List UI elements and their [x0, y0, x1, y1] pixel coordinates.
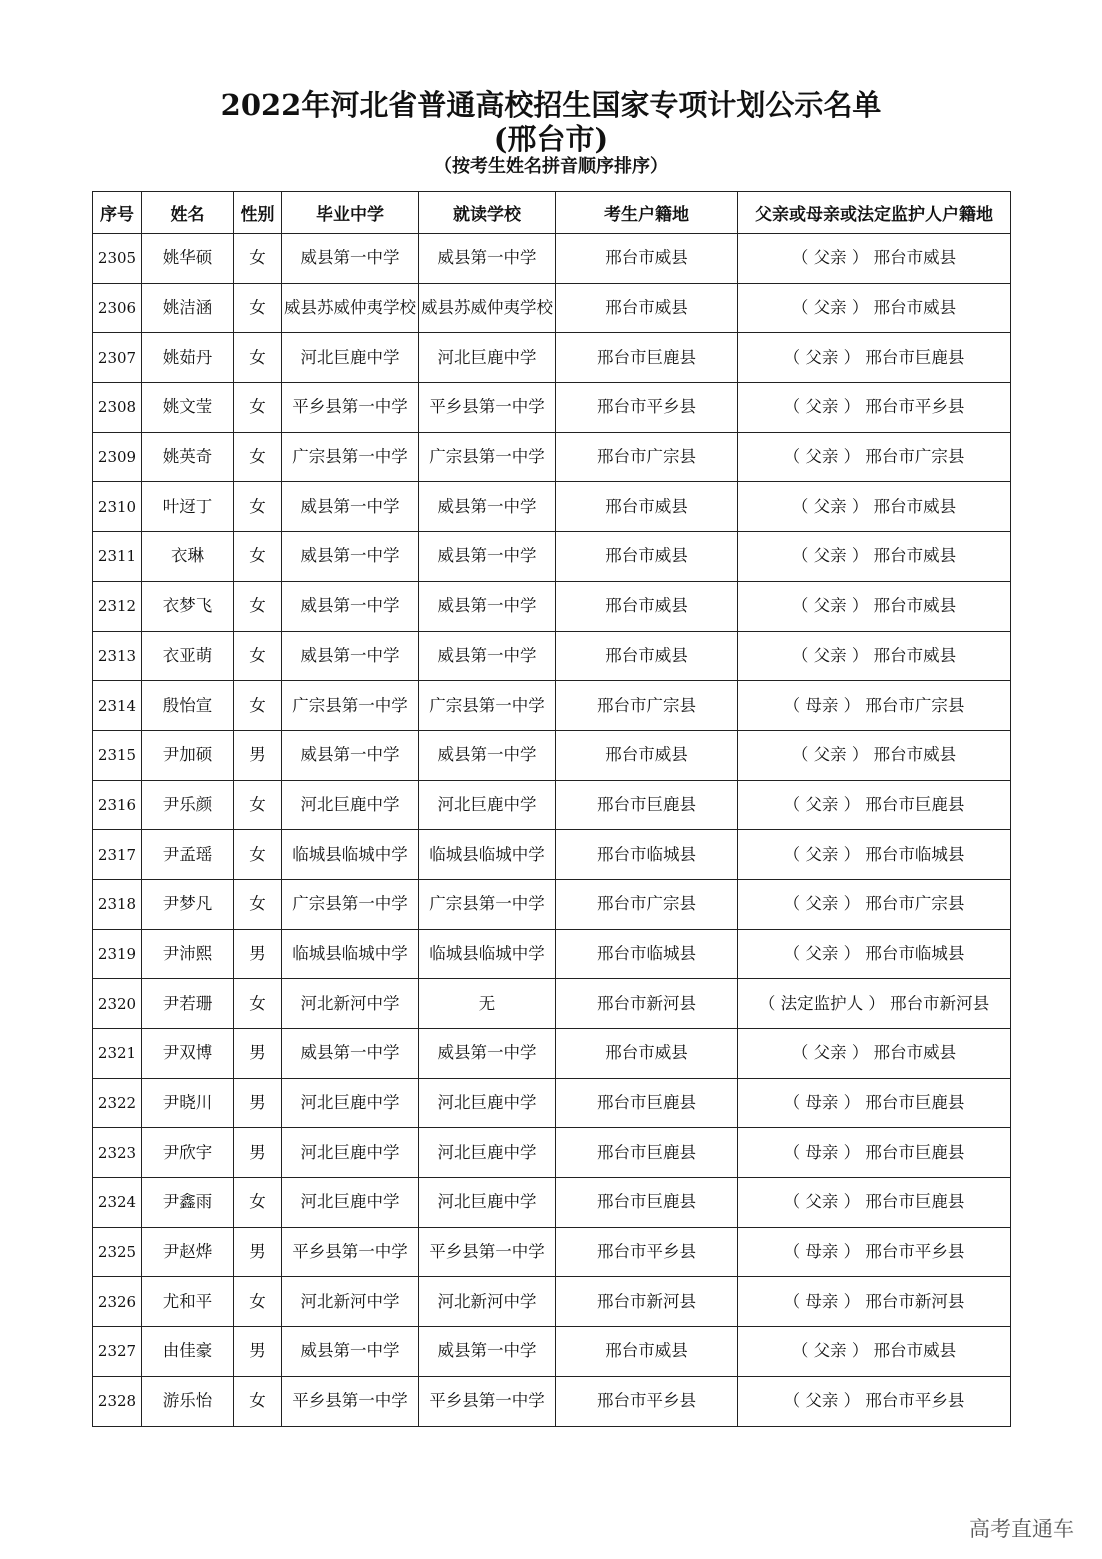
- table-row: [93, 581, 1011, 631]
- cell-grad-school: 威县第一中学: [282, 482, 419, 532]
- cell-seq: 2325: [93, 1227, 142, 1277]
- cell-grad-school: 威县第一中学: [282, 581, 419, 631]
- cell-student-hukou: 邢台市临城县: [556, 830, 738, 880]
- cell-gender: 女: [234, 432, 282, 482]
- cell-name: 衣亚萌: [142, 631, 234, 681]
- cell-student-hukou: 邢台市广宗县: [556, 681, 738, 731]
- table-row: [93, 234, 1011, 284]
- table-row: [93, 333, 1011, 383]
- cell-current-school: 威县第一中学: [419, 532, 556, 582]
- table-row: [93, 532, 1011, 582]
- cell-student-hukou: 邢台市广宗县: [556, 879, 738, 929]
- cell-current-school: 威县第一中学: [419, 730, 556, 780]
- cell-name: 尹沛熙: [142, 929, 234, 979]
- cell-seq: 2328: [93, 1376, 142, 1426]
- cell-guardian-hukou: （ 父亲 ） 邢台市威县: [738, 631, 1011, 681]
- cell-guardian-hukou: （ 父亲 ） 邢台市威县: [738, 581, 1011, 631]
- cell-current-school: 广宗县第一中学: [419, 681, 556, 731]
- cell-guardian-hukou: （ 父亲 ） 邢台市威县: [738, 1327, 1011, 1377]
- col-header-guardian-hukou: 父亲或母亲或法定监护人户籍地: [738, 192, 1011, 234]
- table-row: [93, 1376, 1011, 1426]
- cell-name: 尹欣宇: [142, 1128, 234, 1178]
- cell-seq: 2327: [93, 1327, 142, 1377]
- cell-guardian-hukou: （ 父亲 ） 邢台市巨鹿县: [738, 333, 1011, 383]
- cell-grad-school: 平乡县第一中学: [282, 383, 419, 433]
- cell-guardian-hukou: （ 父亲 ） 邢台市平乡县: [738, 1376, 1011, 1426]
- table-row: [93, 1327, 1011, 1377]
- cell-current-school: 无: [419, 979, 556, 1029]
- cell-current-school: 威县第一中学: [419, 1029, 556, 1079]
- table-row: [93, 631, 1011, 681]
- cell-seq: 2321: [93, 1029, 142, 1079]
- cell-name: 尹赵烨: [142, 1227, 234, 1277]
- cell-grad-school: 广宗县第一中学: [282, 432, 419, 482]
- cell-gender: 女: [234, 234, 282, 284]
- cell-name: 姚茹丹: [142, 333, 234, 383]
- cell-grad-school: 广宗县第一中学: [282, 879, 419, 929]
- cell-gender: 女: [234, 532, 282, 582]
- cell-student-hukou: 邢台市威县: [556, 1327, 738, 1377]
- cell-grad-school: 河北巨鹿中学: [282, 780, 419, 830]
- table-row: [93, 681, 1011, 731]
- cell-current-school: 临城县临城中学: [419, 830, 556, 880]
- table-row: [93, 780, 1011, 830]
- cell-seq: 2307: [93, 333, 142, 383]
- cell-current-school: 威县第一中学: [419, 1327, 556, 1377]
- table-row: [93, 383, 1011, 433]
- table-row: [93, 432, 1011, 482]
- cell-current-school: 河北巨鹿中学: [419, 1128, 556, 1178]
- table-row: [93, 979, 1011, 1029]
- cell-name: 姚文莹: [142, 383, 234, 433]
- cell-name: 衣梦飞: [142, 581, 234, 631]
- page-title: 2022年河北省普通高校招生国家专项计划公示名单: [220, 88, 882, 122]
- cell-guardian-hukou: （ 父亲 ） 邢台市威县: [738, 532, 1011, 582]
- cell-gender: 女: [234, 283, 282, 333]
- cell-guardian-hukou: （ 父亲 ） 邢台市威县: [738, 234, 1011, 284]
- cell-current-school: 平乡县第一中学: [419, 1376, 556, 1426]
- cell-gender: 女: [234, 1178, 282, 1228]
- cell-current-school: 广宗县第一中学: [419, 879, 556, 929]
- cell-student-hukou: 邢台市平乡县: [556, 1227, 738, 1277]
- cell-name: 尤和平: [142, 1277, 234, 1327]
- cell-name: 由佳豪: [142, 1327, 234, 1377]
- cell-seq: 2308: [93, 383, 142, 433]
- cell-student-hukou: 邢台市威县: [556, 234, 738, 284]
- cell-name: 尹鑫雨: [142, 1178, 234, 1228]
- cell-seq: 2322: [93, 1078, 142, 1128]
- cell-guardian-hukou: （ 母亲 ） 邢台市新河县: [738, 1277, 1011, 1327]
- cell-current-school: 河北巨鹿中学: [419, 780, 556, 830]
- roster-table: [92, 191, 1011, 1427]
- cell-name: 尹加硕: [142, 730, 234, 780]
- cell-student-hukou: 邢台市威县: [556, 532, 738, 582]
- cell-seq: 2323: [93, 1128, 142, 1178]
- cell-gender: 女: [234, 979, 282, 1029]
- table-row: [93, 730, 1011, 780]
- table-row: [93, 1277, 1011, 1327]
- cell-gender: 女: [234, 333, 282, 383]
- cell-gender: 男: [234, 1078, 282, 1128]
- cell-gender: 女: [234, 383, 282, 433]
- cell-student-hukou: 邢台市广宗县: [556, 432, 738, 482]
- cell-guardian-hukou: （ 母亲 ） 邢台市巨鹿县: [738, 1128, 1011, 1178]
- cell-name: 尹梦凡: [142, 879, 234, 929]
- cell-grad-school: 威县第一中学: [282, 1327, 419, 1377]
- cell-grad-school: 临城县临城中学: [282, 830, 419, 880]
- cell-seq: 2320: [93, 979, 142, 1029]
- cell-grad-school: 河北巨鹿中学: [282, 333, 419, 383]
- cell-gender: 男: [234, 730, 282, 780]
- table-row: [93, 1078, 1011, 1128]
- cell-current-school: 临城县临城中学: [419, 929, 556, 979]
- cell-student-hukou: 邢台市威县: [556, 1029, 738, 1079]
- cell-name: 游乐怡: [142, 1376, 234, 1426]
- cell-name: 叶迓丁: [142, 482, 234, 532]
- cell-current-school: 威县第一中学: [419, 234, 556, 284]
- cell-guardian-hukou: （ 父亲 ） 邢台市威县: [738, 730, 1011, 780]
- cell-grad-school: 临城县临城中学: [282, 929, 419, 979]
- cell-seq: 2324: [93, 1178, 142, 1228]
- cell-gender: 女: [234, 879, 282, 929]
- cell-grad-school: 广宗县第一中学: [282, 681, 419, 731]
- cell-seq: 2316: [93, 780, 142, 830]
- cell-student-hukou: 邢台市平乡县: [556, 1376, 738, 1426]
- cell-current-school: 河北巨鹿中学: [419, 333, 556, 383]
- cell-guardian-hukou: （ 父亲 ） 邢台市广宗县: [738, 879, 1011, 929]
- cell-seq: 2317: [93, 830, 142, 880]
- cell-gender: 男: [234, 929, 282, 979]
- cell-name: 尹孟瑶: [142, 830, 234, 880]
- cell-student-hukou: 邢台市威县: [556, 581, 738, 631]
- cell-current-school: 威县第一中学: [419, 581, 556, 631]
- cell-name: 殷怡宣: [142, 681, 234, 731]
- cell-grad-school: 威县第一中学: [282, 631, 419, 681]
- cell-name: 尹若珊: [142, 979, 234, 1029]
- cell-seq: 2312: [93, 581, 142, 631]
- cell-guardian-hukou: （ 父亲 ） 邢台市威县: [738, 1029, 1011, 1079]
- watermark-text: 高考直通车: [969, 1517, 1074, 1541]
- cell-student-hukou: 邢台市威县: [556, 631, 738, 681]
- cell-guardian-hukou: （ 父亲 ） 邢台市平乡县: [738, 383, 1011, 433]
- cell-seq: 2318: [93, 879, 142, 929]
- table-row: [93, 1029, 1011, 1079]
- cell-name: 姚华硕: [142, 234, 234, 284]
- cell-student-hukou: 邢台市巨鹿县: [556, 1178, 738, 1228]
- cell-seq: 2315: [93, 730, 142, 780]
- cell-student-hukou: 邢台市新河县: [556, 1277, 738, 1327]
- cell-seq: 2311: [93, 532, 142, 582]
- table-row: [93, 1178, 1011, 1228]
- cell-gender: 女: [234, 581, 282, 631]
- cell-current-school: 威县苏威仲夷学校: [419, 283, 556, 333]
- cell-gender: 男: [234, 1029, 282, 1079]
- cell-gender: 女: [234, 482, 282, 532]
- cell-guardian-hukou: （ 母亲 ） 邢台市平乡县: [738, 1227, 1011, 1277]
- cell-guardian-hukou: （ 母亲 ） 邢台市巨鹿县: [738, 1078, 1011, 1128]
- cell-seq: 2306: [93, 283, 142, 333]
- sort-note: （按考生姓名拼音顺序排序）: [434, 156, 668, 177]
- cell-current-school: 河北新河中学: [419, 1277, 556, 1327]
- cell-student-hukou: 邢台市威县: [556, 283, 738, 333]
- table-row: [93, 1227, 1011, 1277]
- cell-current-school: 广宗县第一中学: [419, 432, 556, 482]
- cell-student-hukou: 邢台市威县: [556, 482, 738, 532]
- cell-grad-school: 平乡县第一中学: [282, 1376, 419, 1426]
- cell-grad-school: 威县苏威仲夷学校: [282, 283, 419, 333]
- cell-seq: 2310: [93, 482, 142, 532]
- cell-grad-school: 河北新河中学: [282, 979, 419, 1029]
- cell-guardian-hukou: （ 父亲 ） 邢台市临城县: [738, 830, 1011, 880]
- cell-seq: 2313: [93, 631, 142, 681]
- cell-grad-school: 河北巨鹿中学: [282, 1178, 419, 1228]
- cell-name: 尹晓川: [142, 1078, 234, 1128]
- cell-name: 尹双博: [142, 1029, 234, 1079]
- cell-grad-school: 威县第一中学: [282, 730, 419, 780]
- col-header-gender: 性别: [234, 192, 282, 234]
- cell-name: 尹乐颜: [142, 780, 234, 830]
- cell-guardian-hukou: （ 父亲 ） 邢台市威县: [738, 482, 1011, 532]
- cell-student-hukou: 邢台市巨鹿县: [556, 1078, 738, 1128]
- table-row: [93, 482, 1011, 532]
- table-row: [93, 283, 1011, 333]
- cell-name: 姚洁涵: [142, 283, 234, 333]
- cell-grad-school: 河北巨鹿中学: [282, 1078, 419, 1128]
- cell-gender: 女: [234, 1376, 282, 1426]
- cell-current-school: 平乡县第一中学: [419, 383, 556, 433]
- cell-guardian-hukou: （ 法定监护人 ） 邢台市新河县: [738, 979, 1011, 1029]
- table-row: [93, 929, 1011, 979]
- cell-gender: 女: [234, 830, 282, 880]
- cell-student-hukou: 邢台市巨鹿县: [556, 1128, 738, 1178]
- cell-guardian-hukou: （ 父亲 ） 邢台市威县: [738, 283, 1011, 333]
- col-header-seq: 序号: [93, 192, 142, 234]
- cell-student-hukou: 邢台市威县: [556, 730, 738, 780]
- cell-grad-school: 威县第一中学: [282, 234, 419, 284]
- table-row: [93, 830, 1011, 880]
- cell-grad-school: 河北新河中学: [282, 1277, 419, 1327]
- cell-name: 姚英奇: [142, 432, 234, 482]
- cell-gender: 女: [234, 681, 282, 731]
- col-header-student-hukou: 考生户籍地: [556, 192, 738, 234]
- cell-seq: 2319: [93, 929, 142, 979]
- cell-grad-school: 威县第一中学: [282, 1029, 419, 1079]
- cell-gender: 女: [234, 1277, 282, 1327]
- cell-guardian-hukou: （ 父亲 ） 邢台市临城县: [738, 929, 1011, 979]
- cell-seq: 2326: [93, 1277, 142, 1327]
- col-header-name: 姓名: [142, 192, 234, 234]
- col-header-current-school: 就读学校: [419, 192, 556, 234]
- table-row: [93, 1128, 1011, 1178]
- cell-name: 衣琳: [142, 532, 234, 582]
- cell-guardian-hukou: （ 父亲 ） 邢台市巨鹿县: [738, 780, 1011, 830]
- cell-grad-school: 威县第一中学: [282, 532, 419, 582]
- cell-student-hukou: 邢台市巨鹿县: [556, 780, 738, 830]
- cell-guardian-hukou: （ 父亲 ） 邢台市巨鹿县: [738, 1178, 1011, 1228]
- cell-current-school: 河北巨鹿中学: [419, 1178, 556, 1228]
- cell-gender: 男: [234, 1227, 282, 1277]
- cell-gender: 男: [234, 1128, 282, 1178]
- cell-guardian-hukou: （ 父亲 ） 邢台市广宗县: [738, 432, 1011, 482]
- cell-current-school: 河北巨鹿中学: [419, 1078, 556, 1128]
- cell-gender: 男: [234, 1327, 282, 1377]
- cell-student-hukou: 邢台市临城县: [556, 929, 738, 979]
- cell-grad-school: 平乡县第一中学: [282, 1227, 419, 1277]
- cell-current-school: 平乡县第一中学: [419, 1227, 556, 1277]
- col-header-grad-school: 毕业中学: [282, 192, 419, 234]
- cell-guardian-hukou: （ 母亲 ） 邢台市广宗县: [738, 681, 1011, 731]
- cell-current-school: 威县第一中学: [419, 631, 556, 681]
- cell-grad-school: 河北巨鹿中学: [282, 1128, 419, 1178]
- header-row: [93, 192, 1011, 234]
- cell-gender: 女: [234, 780, 282, 830]
- cell-student-hukou: 邢台市平乡县: [556, 383, 738, 433]
- cell-current-school: 威县第一中学: [419, 482, 556, 532]
- table-row: [93, 879, 1011, 929]
- cell-seq: 2309: [93, 432, 142, 482]
- cell-seq: 2314: [93, 681, 142, 731]
- cell-student-hukou: 邢台市巨鹿县: [556, 333, 738, 383]
- cell-student-hukou: 邢台市新河县: [556, 979, 738, 1029]
- cell-seq: 2305: [93, 234, 142, 284]
- page-subtitle: (邢台市): [493, 122, 609, 156]
- cell-gender: 女: [234, 631, 282, 681]
